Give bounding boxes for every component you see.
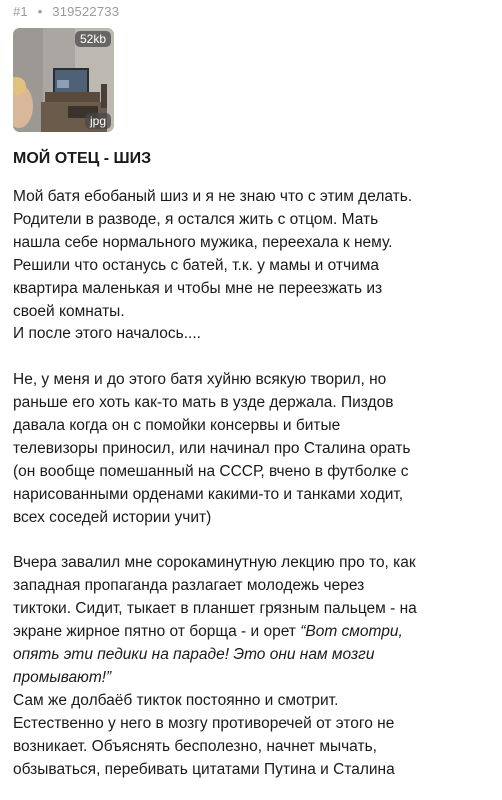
- text-fragment: экране жирное пятно от борща - и орет: [13, 623, 301, 641]
- post-body: [13, 186, 493, 782]
- post-header: [13, 4, 119, 19]
- text-line: И после этого началось....: [13, 325, 201, 343]
- text-line: своей комнаты.: [13, 302, 125, 320]
- text-line: нашла себе нормального мужика, переехала к нему.: [13, 233, 393, 251]
- text-line: телевизоры приносил, или начинал про Сталина орать: [13, 439, 411, 457]
- header-separator: •: [37, 4, 43, 19]
- text-line: Вчера завалил мне сорокаминутную лекцию про то, как: [13, 554, 416, 572]
- text-line: тиктоки. Сидит, тыкает в планшет грязным пальцем - на: [13, 600, 417, 618]
- paragraph-1: [13, 186, 493, 346]
- post-id[interactable]: 319522733: [52, 4, 120, 19]
- text-line: возникает. Объяснять бесполезно, начнет мычать,: [13, 737, 377, 755]
- paragraph-2: [13, 369, 493, 529]
- text-line: Не, у меня и до этого батя хуйню всякую творил, но: [13, 371, 387, 389]
- quote-text: опять эти педики на параде! Это они нам мозги: [13, 646, 375, 664]
- text-line: (он вообще помешанный на СССР, вчено в футболке с: [13, 462, 409, 480]
- text-line: обзываться, перебивать цитатами Путина и Сталина: [13, 760, 395, 778]
- post-title: МОЙ ОТЕЦ - ШИЗ: [13, 150, 152, 167]
- text-line: всех соседей истории учит): [13, 508, 212, 526]
- text-line: раньше его хоть как-то мать в узде держала. Пиздов: [13, 394, 394, 412]
- paragraph-3: [13, 552, 493, 781]
- file-type-badge: jpg: [85, 113, 111, 129]
- file-size-badge: 52kb: [75, 31, 111, 47]
- post-number[interactable]: #1: [13, 4, 28, 19]
- quote-text: “Вот смотри,: [300, 623, 403, 641]
- text-line: [13, 621, 493, 644]
- text-line: Мой батя ебобаный шиз и я не знаю что с этим делать.: [13, 188, 413, 205]
- quote-text: промывают!”: [13, 669, 112, 686]
- text-line: Естественно у него в мозгу противоречей от этого не: [13, 714, 395, 732]
- text-line: Родители в разводе, я остался жить с отцом. Мать: [13, 210, 379, 228]
- text-line: нарисованными орденами какими-то и танками ходит,: [13, 485, 404, 503]
- text-line: квартира маленькая и чтобы мне не переезжать из: [13, 279, 383, 297]
- image-thumbnail[interactable]: [13, 28, 114, 132]
- text-line: Решили что останусь с батей, т.к. у мамы и отчима: [13, 256, 380, 274]
- text-line: Сам же долбаёб тикток постоянно и смотрит.: [13, 691, 339, 709]
- text-line: давала когда он с помойки консервы и битые: [13, 417, 341, 435]
- text-line: западная пропаганда разлагает молодежь через: [13, 577, 365, 595]
